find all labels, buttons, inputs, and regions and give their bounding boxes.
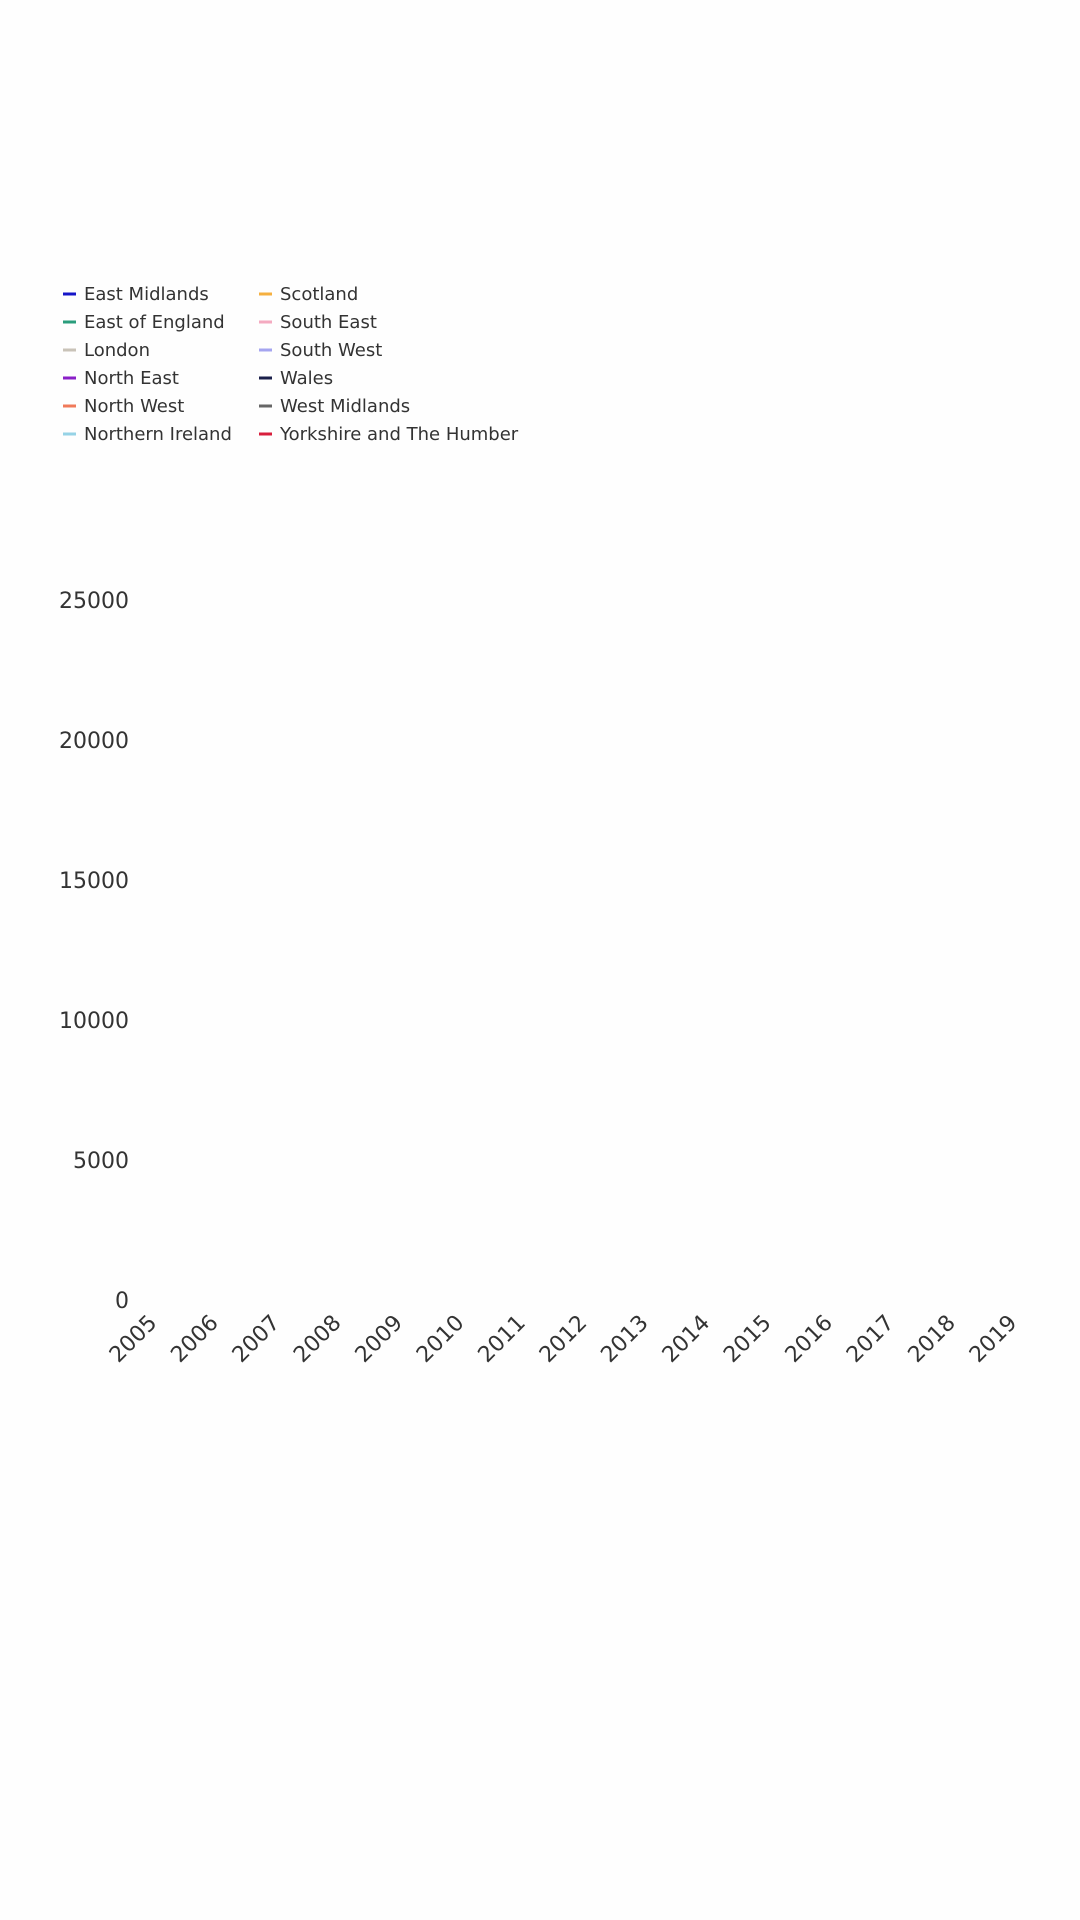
x-tick-label: 2012: [534, 1310, 593, 1368]
x-axis: [105, 1311, 1022, 1368]
legend-label: East of England: [84, 312, 225, 333]
legend-label: South East: [280, 312, 377, 333]
x-tick-label: 2018: [903, 1310, 961, 1368]
x-tick-label: 2009: [350, 1310, 408, 1368]
legend-item[interactable]: [63, 424, 232, 445]
x-tick-label: 2011: [473, 1310, 531, 1368]
legend-item[interactable]: [63, 396, 184, 417]
legend-item[interactable]: [259, 424, 519, 445]
legend-item[interactable]: [63, 284, 209, 305]
y-tick-label: 10000: [59, 1009, 129, 1034]
legend-item[interactable]: [259, 396, 410, 417]
legend-item[interactable]: [259, 284, 358, 305]
legend-item[interactable]: [259, 312, 377, 333]
x-tick-label: 2017: [842, 1310, 900, 1368]
x-tick-label: 2015: [719, 1310, 777, 1368]
legend-label: Yorkshire and The Humber: [280, 424, 519, 445]
legend-item[interactable]: [63, 340, 150, 361]
chart-legend: [63, 284, 519, 445]
y-axis: [59, 589, 129, 1314]
x-tick-label: 2007: [227, 1310, 286, 1368]
x-tick-label: 2014: [657, 1310, 716, 1368]
legend-label: London: [84, 340, 150, 361]
legend-label: Wales: [280, 368, 334, 389]
legend-label: Scotland: [280, 284, 359, 305]
legend-item[interactable]: [63, 368, 179, 389]
legend-item[interactable]: [259, 340, 382, 361]
x-tick-label: 2010: [412, 1310, 470, 1368]
x-tick-label: 2008: [289, 1310, 347, 1368]
x-tick-label: 2006: [166, 1310, 224, 1368]
legend-item[interactable]: [259, 368, 333, 389]
x-tick-label: 2019: [964, 1310, 1023, 1368]
legend-label: East Midlands: [84, 284, 209, 305]
y-tick-label: 25000: [59, 589, 129, 614]
legend-label: South West: [280, 340, 383, 361]
legend-item[interactable]: [63, 312, 225, 333]
y-tick-label: 15000: [59, 869, 129, 894]
y-tick-label: 0: [115, 1289, 129, 1314]
legend-label: West Midlands: [280, 396, 411, 417]
legend-label: North East: [84, 368, 179, 389]
y-tick-label: 5000: [73, 1149, 129, 1174]
legend-label: Northern Ireland: [84, 424, 232, 445]
y-tick-label: 20000: [59, 729, 129, 754]
x-tick-label: 2016: [780, 1310, 838, 1368]
x-tick-label: 2013: [596, 1310, 654, 1368]
legend-label: North West: [84, 396, 185, 417]
x-tick-label: 2005: [104, 1310, 163, 1368]
